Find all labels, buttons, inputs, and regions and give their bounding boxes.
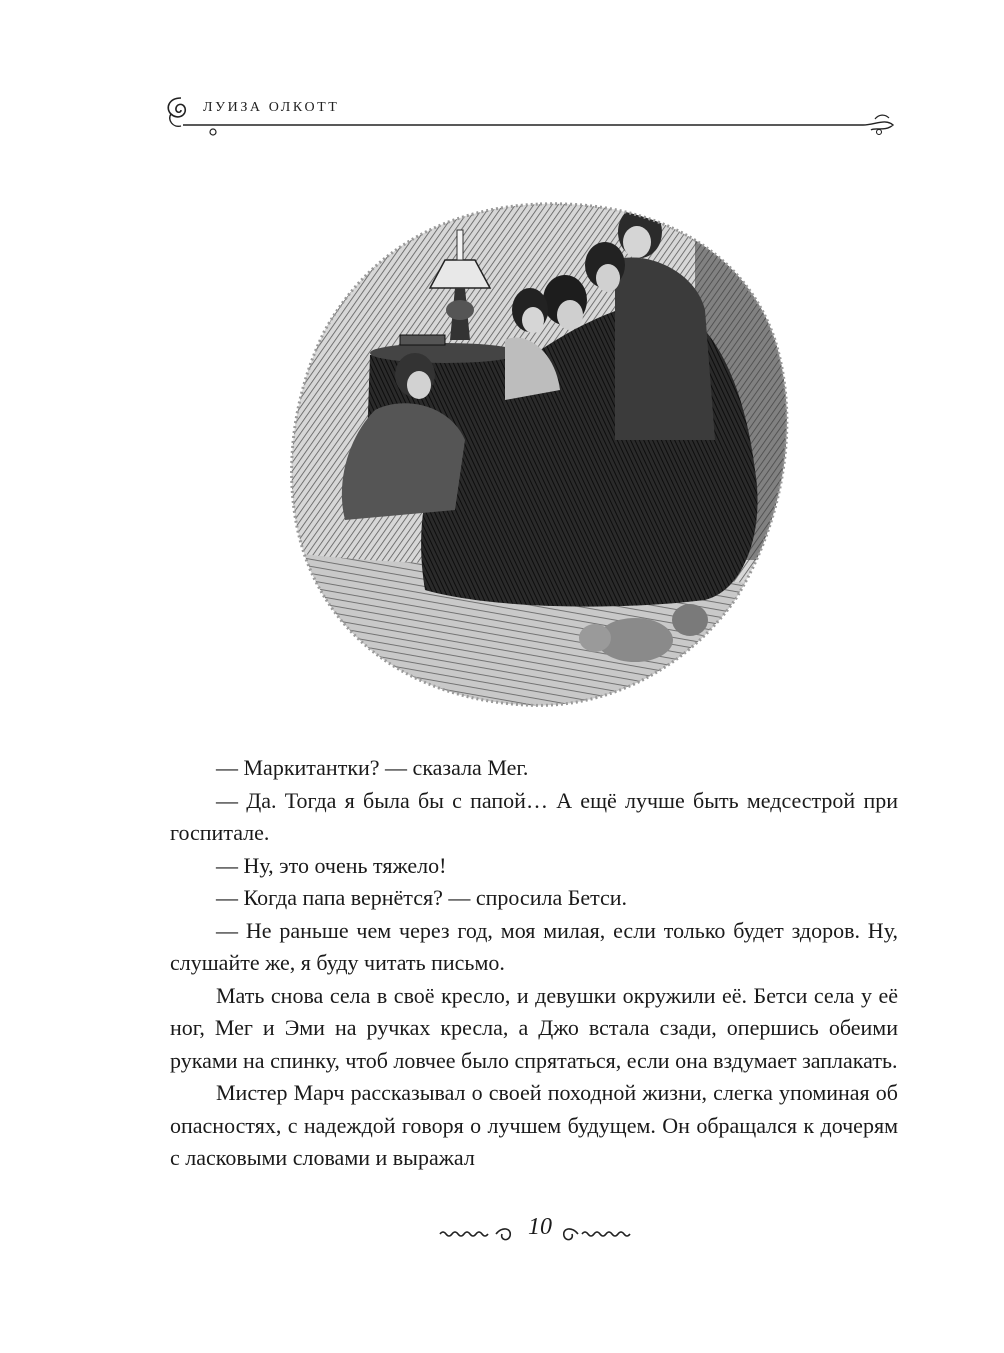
paragraph: — Маркитантки? — сказала Мег. (216, 755, 529, 780)
paragraph: — Да. Тогда я была бы с папой… А ещё лучше быть медсестрой при госпитале. (170, 787, 898, 845)
page-number: 10 (528, 1214, 552, 1240)
paragraph: — Ну, это очень тяжело! (216, 852, 447, 878)
engraving-illustration-icon (275, 190, 805, 720)
paragraph: Мистер Марч рассказывал о своей походной жизни, слегка упоминая об опасностях, с надеждой говоря о лучшем будущем. Он обращался к дочерям с ласковыми словами и выражал (170, 1080, 898, 1170)
paragraph: — Когда папа вернётся? — спросила Бетси. (216, 885, 628, 910)
running-header-author: ЛУИЗА ОЛКОТТ (203, 100, 340, 115)
page-footer (430, 1210, 650, 1250)
engraving-illustration (275, 190, 805, 720)
body-text (170, 752, 898, 1175)
running-header (163, 92, 898, 142)
paragraph: — Не раньше чем через год, моя милая, если только будет здоров. Ну, слушайте же, я буду читать письмо. (170, 917, 898, 975)
paragraph: Мать снова села в своё кресло, и девушки окружили её. Бетси села у её ног, Мег и Эми на ручках кресла, а Джо встала сзади, опершись обеими руками на спинку, чтоб ловчее было спрятаться, если она вздумает заплакать. (170, 982, 898, 1073)
